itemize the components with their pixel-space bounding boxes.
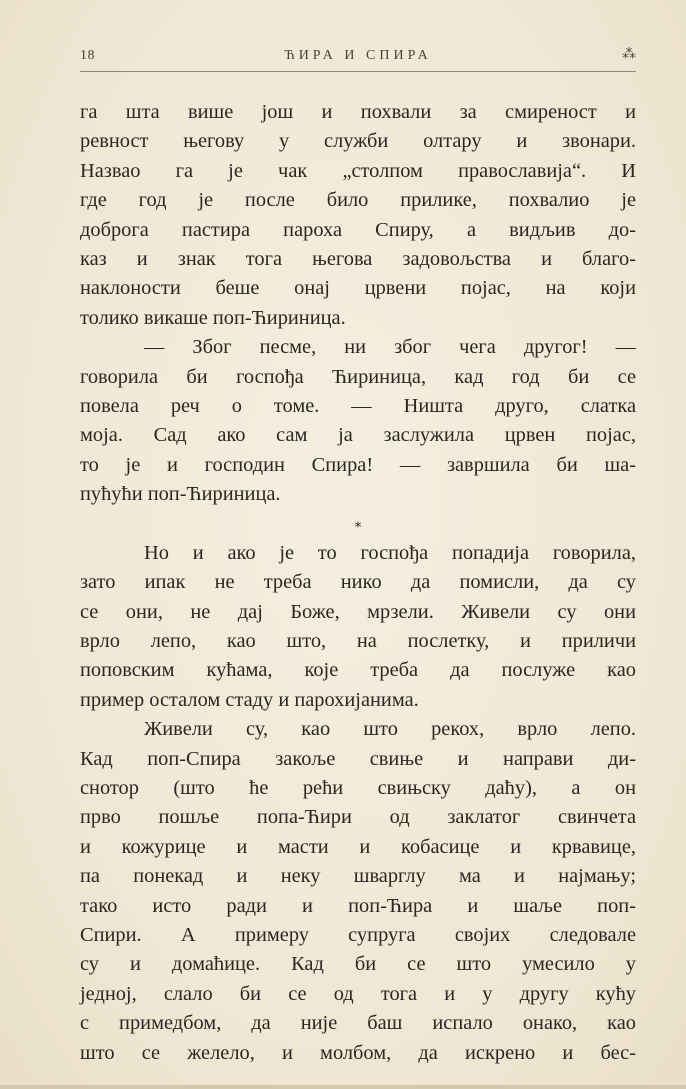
- text-line: снотор (што ће рећи свињску даћу), а он: [80, 776, 636, 799]
- text-line: толико викаше поп-Ћириница.: [80, 306, 346, 329]
- text-line: — Због песме, ни због чега другог! —: [144, 336, 636, 359]
- text-line: с примедбом, да није баш испало онако, као: [80, 1012, 636, 1035]
- text-line: каз и знак тога његова задовољства и благо-: [80, 247, 636, 270]
- text-line: Кад поп-Спира закоље свиње и направи ди-: [80, 747, 636, 770]
- text-line: врло лепо, као што, на послетку, и приличи: [80, 630, 636, 653]
- text-line: тако исто ради и поп-Ћира и шаље поп-: [80, 894, 636, 917]
- text-line: где год је после било прилике, похвалио је: [80, 189, 636, 212]
- page-header: [80, 44, 636, 68]
- text-line: па понекад и неку шварглу ма и најмању;: [80, 865, 636, 888]
- header-ornament-icon: ⁂: [622, 47, 636, 62]
- text-line: што се желело, и молбом, да искрено и бес-: [80, 1041, 636, 1064]
- text-line: Но и ако је то госпођа попадија говорила,: [144, 541, 636, 564]
- text-line: ревност његову у служби олтару и звонари.: [80, 130, 636, 153]
- text-line: моја. Сад ако сам ја заслужила црвен појас,: [80, 424, 636, 447]
- text-line: зато ипак не треба нико да помисли, да су: [80, 571, 636, 594]
- page-number: 18: [80, 48, 95, 63]
- text-line: повела реч о томе. — Ништа друго, слатка: [80, 394, 636, 417]
- text-line: пућући поп-Ћириница.: [80, 483, 281, 506]
- text-line: су и домаћице. Кад би се што умесило у: [80, 953, 636, 976]
- text-line: и кожурице и масти и кобасице и крвавице,: [80, 835, 636, 858]
- text-line: се они, не дај Боже, мрзели. Живели су они: [80, 600, 636, 623]
- section-divider-asterisk: ⁎: [354, 516, 362, 532]
- text-line: то је и господин Спира! — завршила би ша-: [80, 453, 636, 476]
- text-line: поповским кућама, које треба да послуже као: [80, 659, 636, 682]
- text-line: једној, слало би се од тога и у другу кућу: [80, 982, 636, 1005]
- text-line: наклоности беше онај црвени појас, на који: [80, 277, 636, 300]
- text-line: Спири. А примеру супруга својих следовале: [80, 923, 636, 946]
- text-line: прво пошље попа-Ћири од заклатог свинчета: [80, 806, 636, 829]
- text-line: говорила би госпођа Ћириница, кад год би се: [80, 365, 636, 388]
- text-line: пример осталом стаду и парохијанима.: [80, 688, 419, 711]
- text-line: га шта више још и похвали за смиреност и: [80, 101, 636, 123]
- page-bottom-edge: [0, 1085, 686, 1089]
- running-title: ЋИРА И СПИРА: [284, 48, 432, 63]
- text-line: Живели су, као што рекох, врло лепо.: [144, 718, 636, 741]
- text-line: доброга пастира пароха Спиру, а видљив до-: [80, 218, 636, 241]
- text-line: Назвао га је чак „столпом православија“. И: [80, 159, 636, 182]
- header-rule: [80, 71, 636, 72]
- body-text: [80, 98, 636, 1068]
